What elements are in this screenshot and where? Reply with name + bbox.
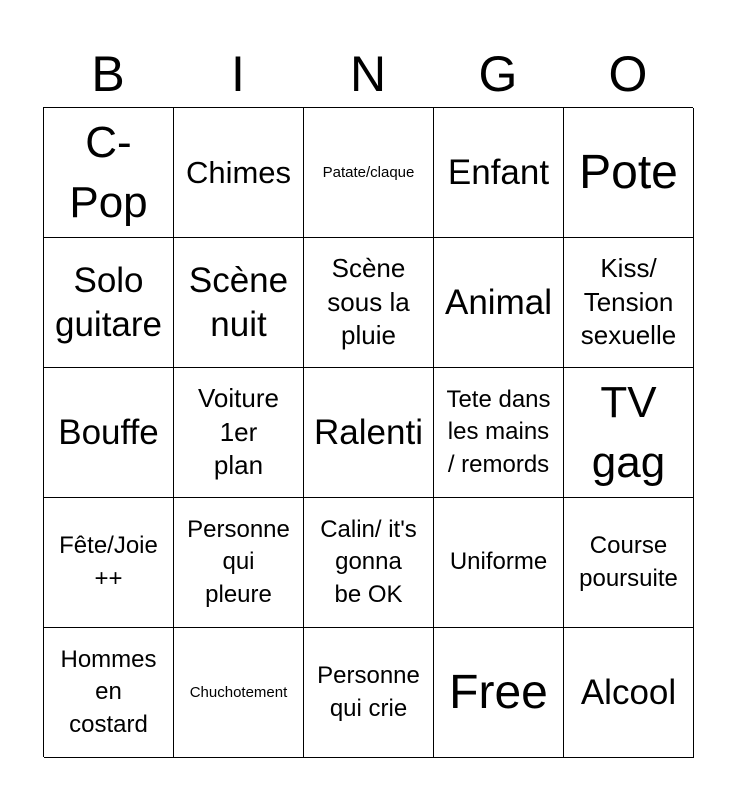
bingo-header: [43, 40, 693, 108]
bingo-cell[interactable]: [564, 628, 694, 758]
bingo-cell[interactable]: [44, 368, 174, 498]
bingo-cell[interactable]: [564, 108, 694, 238]
bingo-cell[interactable]: [174, 628, 304, 758]
cell-text: Personne qui pleure: [187, 515, 290, 608]
cell-text: Enfant: [447, 152, 550, 192]
cell-text: Tete dans les mains / remords: [446, 385, 551, 478]
cell-text: Chimes: [185, 154, 292, 190]
cell-text: Free: [449, 665, 548, 719]
cell-text: Course poursuite: [579, 532, 678, 592]
cell-text: Bouffe: [58, 412, 159, 452]
cell-text: Fête/Joie ++: [59, 532, 158, 592]
bingo-cell[interactable]: [44, 238, 174, 368]
cell-text: Solo guitare: [54, 260, 163, 344]
bingo-cell[interactable]: [174, 368, 304, 498]
cell-text: Uniforme: [449, 548, 548, 576]
cell-text: Personne qui crie: [317, 662, 420, 722]
bingo-cell[interactable]: [434, 368, 564, 498]
bingo-cell[interactable]: [44, 498, 174, 628]
header-letter-b: B: [91, 46, 125, 102]
header-letter-g: G: [478, 46, 518, 102]
bingo-cell[interactable]: [44, 628, 174, 758]
bingo-cell[interactable]: [434, 108, 564, 238]
cell-text: Pote: [579, 145, 678, 199]
bingo-cell[interactable]: [304, 368, 434, 498]
bingo-cell[interactable]: [564, 498, 694, 628]
bingo-cell[interactable]: [304, 498, 434, 628]
bingo-cell[interactable]: [434, 628, 564, 758]
cell-text: Calin/ it's gonna be OK: [320, 515, 417, 608]
bingo-cell[interactable]: [564, 368, 694, 498]
bingo-cell[interactable]: [174, 108, 304, 238]
bingo-cell[interactable]: [304, 628, 434, 758]
header-letter-i: I: [231, 46, 245, 102]
cell-text: Scène nuit: [188, 260, 289, 344]
bingo-cell[interactable]: [44, 108, 174, 238]
bingo-cell[interactable]: [434, 498, 564, 628]
bingo-cell[interactable]: [564, 238, 694, 368]
cell-text: Animal: [445, 282, 552, 322]
bingo-cell[interactable]: [174, 498, 304, 628]
cell-text: TV gag: [591, 378, 666, 487]
header-letter-o: O: [608, 46, 648, 102]
bingo-cell[interactable]: [174, 238, 304, 368]
cell-text: Ralenti: [314, 412, 423, 452]
cell-text: Voiture 1er plan: [198, 382, 279, 481]
cell-text: C- Pop: [69, 118, 148, 227]
bingo-cell[interactable]: [434, 238, 564, 368]
bingo-cell[interactable]: [304, 108, 434, 238]
cell-text: Alcool: [580, 672, 677, 712]
cell-text: Kiss/ Tension sexuelle: [580, 252, 677, 351]
cell-text: Chuchotement: [189, 683, 288, 701]
cell-text: Scène sous la pluie: [327, 252, 410, 351]
cell-text: Patate/claque: [322, 163, 415, 181]
cell-text: Hommes en costard: [60, 645, 157, 738]
bingo-grid: [43, 107, 693, 757]
header-letter-n: N: [349, 46, 387, 102]
bingo-cell[interactable]: [304, 238, 434, 368]
